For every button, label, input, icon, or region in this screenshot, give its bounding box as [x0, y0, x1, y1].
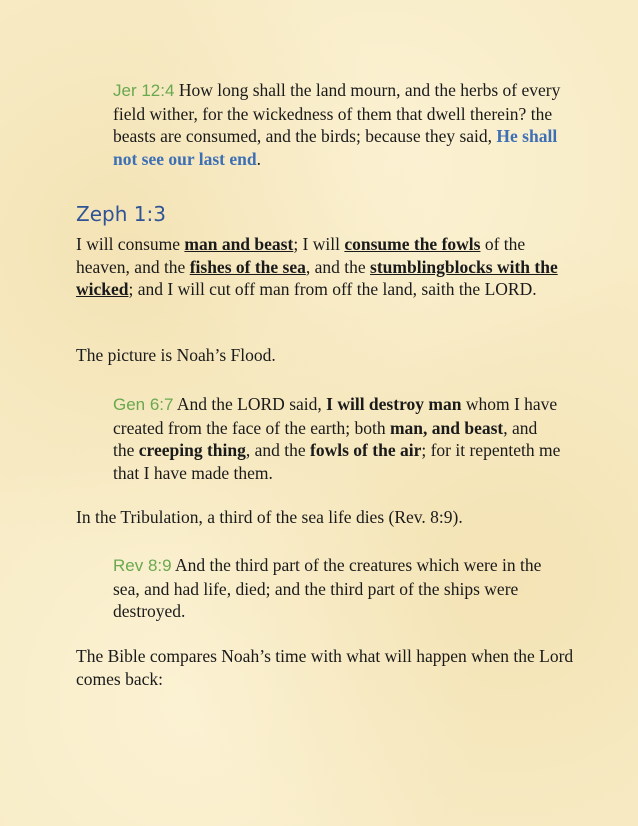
verse-text: ; for it repenteth me that I have made them. [113, 440, 561, 483]
verse-jer-12-4 [113, 79, 563, 170]
paragraph-noahs-time: The Bible compares Noah’s time with what will happen when the Lord comes back: [76, 646, 574, 689]
emphasis-man-and-beast: man and beast [184, 234, 294, 254]
verse-text: And the third part of the creatures which were in the sea, and had life, died; and the third part of the ships were destroyed. [113, 555, 542, 621]
emphasis-creeping-thing: creeping thing [138, 440, 246, 460]
emphasis-consume-the-fowls: consume the fowls [344, 234, 481, 254]
verse-text: And the LORD said, [173, 394, 327, 414]
emphasis-man-and-beast: man, and beast [389, 417, 504, 438]
verse-reference: Gen 6:7 [113, 395, 174, 414]
emphasis-stumblingblocks: stumblingblocks with the wicked [76, 256, 558, 299]
text: , and the [305, 256, 371, 277]
text: ; and I will cut off man from off the land, saith the LORD. [128, 279, 537, 299]
text: ; I will [293, 234, 345, 254]
verse-text-end: . [256, 148, 261, 169]
verse-reference: Jer 12:4 [113, 81, 175, 100]
paragraph-tribulation: In the Tribulation, a third of the sea life dies (Rev. 8:9). [76, 507, 463, 527]
verse-highlight: He shall not see our last end [113, 126, 558, 169]
text: I will consume [76, 234, 185, 254]
verse-text: , and the [113, 417, 538, 460]
text: of the heaven, and the [76, 234, 526, 277]
verse-text: How long shall the land mourn, and the herbs of every field wither, for the wickedness of them that dwell therein? the beasts are consumed, and the birds; because they said, [113, 80, 561, 146]
section-heading-zeph-1-3: Zeph 1:3 [76, 202, 166, 226]
verse-gen-6-7 [113, 393, 563, 484]
verse-text: whom I have created from the face of the earth; both [113, 394, 558, 438]
verse-reference: Rev 8:9 [113, 556, 172, 575]
emphasis-fishes-of-the-sea: fishes of the sea [189, 256, 306, 277]
paragraph-zeph-1-3 [76, 233, 576, 301]
emphasis-fowls-of-the-air: fowls of the air [310, 440, 422, 460]
verse-text: , and the [245, 440, 311, 460]
verse-rev-8-9 [113, 554, 563, 623]
paragraph-noahs-flood: The picture is Noah’s Flood. [76, 345, 276, 365]
emphasis-destroy-man: I will destroy man [326, 394, 462, 414]
